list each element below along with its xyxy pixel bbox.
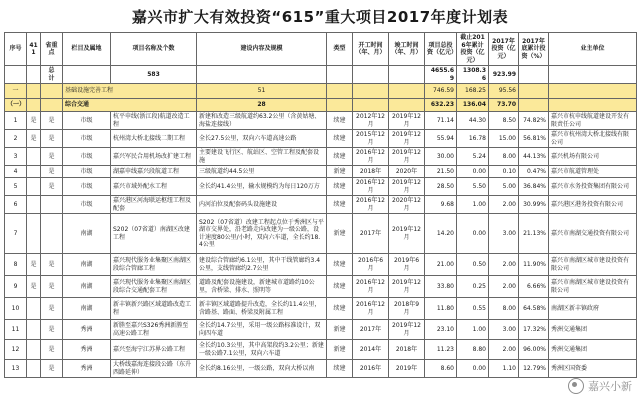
summary-blank-cell [197,66,327,84]
row-total-investment: 33.80 [425,276,457,298]
row-ratio: 64.58% [519,298,549,320]
row-plan-2017: 1.10 [489,360,519,378]
row-content: 全长27.5公里，双向六车道高速公路 [197,130,327,148]
row-owner: 秀洲区国资委 [549,360,637,378]
row-investment-2016: 5.24 [457,148,489,166]
row-start: 2016年12月 [353,298,389,320]
row-project-name: 嘉兴港区河海联运枢纽工程及配套 [111,196,197,214]
subcategory-blank-cell [327,99,353,112]
row-end: 2019年 [389,360,425,378]
subcategory-inv2016: 136.04 [457,99,489,112]
row-content: 内河泊位及配套码头设施建设 [197,196,327,214]
row-type: 续建 [327,360,353,378]
row-area: 秀洲 [63,320,111,340]
category-label: 基础设施完善工程 [63,84,197,99]
header-seq: 序号 [5,33,27,66]
row-area: 市级 [63,130,111,148]
row-content: 全长约10.3公里，其中高架段约3.2公里；新建一级公路7.1公里，双向六车道 [197,340,327,360]
header-end-time: 竣工时间（年、月） [389,33,425,66]
row-411: 是 [27,112,41,130]
row-seq: 12 [5,340,27,360]
subcategory-row-transport [5,99,637,112]
row-seq: 2 [5,130,27,148]
row-type: 续建 [327,298,353,320]
row-investment-2016: 0.00 [457,166,489,178]
row-project-name: S202（07省道）南湖区改建工程 [111,214,197,254]
row-start: 2017年 [353,320,389,340]
row-total-investment: 9.68 [425,196,457,214]
row-end: 2019年12月 [389,178,425,196]
row-investment-2016: 44.30 [457,112,489,130]
row-411 [27,340,41,360]
subcategory-blank-cell [41,99,63,112]
category-blank-cell [27,84,41,99]
row-provincial: 是 [41,360,63,378]
row-end: 2020年12月 [389,196,425,214]
row-end: 2019年12月 [389,320,425,340]
row-provincial [41,214,63,254]
row-ratio: 12.79% [519,360,549,378]
row-type: 新建 [327,214,353,254]
row-seq: 11 [5,320,27,340]
category-count: 51 [197,84,327,99]
row-start: 2015年12月 [353,130,389,148]
subcategory-label: 综合交通 [63,99,197,112]
row-content: 新建和改造三级航道约63.2公里（含黄姑塘、海盐连接线） [197,112,327,130]
table-row [5,340,637,360]
row-end: 2018年9月 [389,298,425,320]
category-plan2017: 95.56 [489,84,519,99]
row-total-investment: 30.00 [425,148,457,166]
table-row [5,112,637,130]
row-owner: 嘉兴机场有限公司 [549,148,637,166]
header-cumulative-ratio: 2017年底累计投资（%） [519,33,549,66]
summary-blank-cell [353,66,389,84]
table-row [5,166,637,178]
row-start: 2017年 [353,214,389,254]
summary-blank-cell [327,66,353,84]
row-owner: 嘉兴市杭申线航道建设开发有限责任公司 [549,112,637,130]
row-ratio: 11.90% [519,254,549,276]
row-investment-2016: 0.55 [457,298,489,320]
row-end: 2019年12月 [389,112,425,130]
row-total-investment: 71.14 [425,112,457,130]
subcategory-plan2017: 73.70 [489,99,519,112]
category-blank-cell [519,84,549,99]
row-owner: 嘉兴市南湖交通投资有限公司 [549,214,637,254]
row-provincial: 是 [41,178,63,196]
subcategory-count: 28 [197,99,327,112]
row-plan-2017: 5.00 [489,178,519,196]
row-seq: 1 [5,112,27,130]
row-area: 市级 [63,148,111,166]
row-end: 2019年12月 [389,214,425,254]
row-type: 续建 [327,148,353,166]
row-start: 2016年 [353,360,389,378]
summary-label: 总 计 [41,66,63,84]
row-ratio: 21.13% [519,214,549,254]
summary-blank-cell [549,66,637,84]
summary-total: 4655.69 [425,66,457,84]
subcategory-blank-cell [519,99,549,112]
row-ratio: 74.82% [519,112,549,130]
row-total-investment: 21.00 [425,254,457,276]
category-inv2016: 168.25 [457,84,489,99]
row-area: 秀洲 [63,360,111,378]
row-seq: 13 [5,360,27,378]
row-owner: 南湖区新丰镇政府 [549,298,637,320]
row-411 [27,360,41,378]
row-project-name: 嘉兴军民合用机场改扩建工程 [111,148,197,166]
subcategory-blank-cell [549,99,637,112]
row-seq: 6 [5,196,27,214]
row-start: 2016年12月 [353,276,389,298]
row-investment-2016: 16.78 [457,130,489,148]
row-plan-2017: 15.00 [489,130,519,148]
category-blank-cell [549,84,637,99]
row-plan-2017: 2.00 [489,254,519,276]
row-411 [27,320,41,340]
summary-blank-cell [27,66,41,84]
row-area: 市级 [63,166,111,178]
category-seq: 一 [5,84,27,99]
table-row [5,298,637,320]
category-blank-cell [41,84,63,99]
row-plan-2017: 0.10 [489,166,519,178]
row-total-investment: 23.10 [425,320,457,340]
row-plan-2017: 8.00 [489,298,519,320]
table-row [5,130,637,148]
row-project-name: 杭州湾大桥北接线二期工程 [111,130,197,148]
row-start: 2012年12月 [353,112,389,130]
row-ratio: 0.47% [519,166,549,178]
header-investment-2016: 截止2016年累计投资（亿元） [457,33,489,66]
row-area: 市级 [63,178,111,196]
row-ratio: 44.13% [519,148,549,166]
subcategory-blank-cell [389,99,425,112]
row-provincial: 是 [41,254,63,276]
category-blank-cell [327,84,353,99]
category-row-infrastructure [5,84,637,99]
row-end: 2019年12月 [389,148,425,166]
row-owner: 秀洲交通集团 [549,340,637,360]
row-investment-2016: 8.80 [457,340,489,360]
header-provincial: 省重点 [41,33,63,66]
row-seq: 9 [5,276,27,298]
row-project-name: 嘉兴现代服务业集聚区南湖区段综合管廊工程 [111,254,197,276]
row-plan-2017: 2.00 [489,196,519,214]
header-plan-2017: 2017年投资（亿元） [489,33,519,66]
row-area: 南湖 [63,276,111,298]
row-investment-2016: 5.50 [457,178,489,196]
row-provincial: 是 [41,130,63,148]
summary-blank-cell [389,66,425,84]
row-owner: 嘉兴港区港务投资有限公司 [549,196,637,214]
summary-blank-cell [63,66,111,84]
summary-seq [5,66,27,84]
row-411 [27,178,41,196]
row-plan-2017: 8.50 [489,112,519,130]
row-start: 2018年 [353,166,389,178]
row-area: 市级 [63,112,111,130]
row-end: 2019年12月 [389,130,425,148]
row-project-name: 湖嘉申线嘉兴段航道工程 [111,166,197,178]
row-type: 续建 [327,254,353,276]
row-ratio: 17.32% [519,320,549,340]
row-seq: 5 [5,178,27,196]
row-ratio: 30.99% [519,196,549,214]
subcategory-blank-cell [353,99,389,112]
row-plan-2017: 2.00 [489,276,519,298]
row-411 [27,166,41,178]
row-provincial: 是 [41,298,63,320]
row-investment-2016: 0.25 [457,276,489,298]
row-project-name: 嘉兴市域外配水工程 [111,178,197,196]
row-type: 续建 [327,178,353,196]
header-owner: 业主单位 [549,33,637,66]
table-row [5,254,637,276]
header-total-investment: 项目总投资（亿元） [425,33,457,66]
project-plan-table [4,32,637,378]
row-project-name: 嘉兴现代服务业集聚区南湖区段综合交通配套工程 [111,276,197,298]
row-area: 市级 [63,196,111,214]
wechat-icon [568,378,584,394]
row-owner: 嘉兴市杭州湾大桥北接线有限公司 [549,130,637,148]
subcategory-seq: （一） [5,99,27,112]
row-total-investment: 28.50 [425,178,457,196]
row-total-investment: 8.60 [425,360,457,378]
table-row [5,360,637,378]
table-row [5,214,637,254]
header-project-name: 项目名称及个数 [111,33,197,66]
row-end: 2018年 [389,340,425,360]
row-ratio: 96.00% [519,340,549,360]
category-blank-cell [353,84,389,99]
row-investment-2016: 0.00 [457,214,489,254]
row-start: 2016年12月 [353,196,389,214]
row-provincial: 是 [41,112,63,130]
row-end: 2019年6月 [389,254,425,276]
row-owner: 嘉兴市航道管理处 [549,166,637,178]
row-content: 全长约8.16公里，一级公路，双向大桥以南 [197,360,327,378]
row-411: 是 [27,254,41,276]
row-end: 2019年12月 [389,276,425,298]
row-project-name: 新丰镇新兴路区域道路改造工程 [111,298,197,320]
summary-inv2016: 1308.36 [457,66,489,84]
row-owner: 嘉兴市南湖区城市建设投资有限公司 [549,276,637,298]
row-provincial: 是 [41,148,63,166]
header-column-category: 栏目及属地 [63,33,111,66]
header-construction-content: 建设内容及规模 [197,33,327,66]
row-project-name: 杭平申线(浙江段)航道改造工程 [111,112,197,130]
row-investment-2016: 0.00 [457,360,489,378]
row-area: 南湖 [63,254,111,276]
row-owner: 嘉兴市水务投资集团有限公司 [549,178,637,196]
row-owner: 嘉兴市南湖区城市建设投资有限公司 [549,254,637,276]
subcategory-total: 632.23 [425,99,457,112]
row-plan-2017: 2.00 [489,340,519,360]
row-ratio: 6.66% [519,276,549,298]
row-total-investment: 55.94 [425,130,457,148]
row-411 [27,148,41,166]
row-end: 2020年 [389,166,425,178]
summary-count: 583 [111,66,197,84]
subcategory-blank-cell [27,99,41,112]
row-content: 全长约41.4公里，输水规模约为每日120万方 [197,178,327,196]
row-type: 新建 [327,166,353,178]
row-content: 建设综合管廊约6.1公里，其中干线管廊约3.4公里，支线管廊约2.7公里 [197,254,327,276]
row-start: 2016年6月 [353,254,389,276]
row-type: 新建 [327,320,353,340]
table-row [5,178,637,196]
row-seq: 10 [5,298,27,320]
header-type: 类型 [327,33,353,66]
row-provincial: 是 [41,340,63,360]
row-seq: 4 [5,166,27,178]
row-411 [27,214,41,254]
header-411: 411 [27,33,41,66]
row-start: 2014年 [353,340,389,360]
row-411: 是 [27,130,41,148]
summary-blank-cell [519,66,549,84]
row-type: 续建 [327,130,353,148]
row-seq: 7 [5,214,27,254]
row-plan-2017: 3.00 [489,214,519,254]
row-ratio: 36.84% [519,178,549,196]
row-plan-2017: 8.00 [489,148,519,166]
row-content: 三级航道约44.5公里 [197,166,327,178]
header-start-time: 开工时间（年、月） [353,33,389,66]
row-total-investment: 11.80 [425,298,457,320]
row-provincial: 是 [41,320,63,340]
row-type: 续建 [327,276,353,298]
row-area: 南湖 [63,214,111,254]
row-project-name: 新塍至嘉兴S326秀洲新塍至高速公路工程 [111,320,197,340]
row-411 [27,196,41,214]
table-row [5,320,637,340]
row-project-name: 嘉兴至海宁江苏界公路工程 [111,340,197,360]
row-content: 全长约14.7公里，采用一级公路标准设计，双向四车道 [197,320,327,340]
row-seq: 3 [5,148,27,166]
summary-total-row [5,66,637,84]
row-provincial: 是 [41,166,63,178]
header-row [5,33,637,66]
row-owner: 秀洲交通集团 [549,320,637,340]
row-type: 续建 [327,112,353,130]
table-row [5,148,637,166]
row-investment-2016: 1.00 [457,196,489,214]
row-ratio: 56.81% [519,130,549,148]
row-content: 道路及配套设施建设，新建城市道路约10公里，含桥梁、排水、照明等 [197,276,327,298]
row-investment-2016: 1.00 [457,320,489,340]
row-investment-2016: 0.50 [457,254,489,276]
row-plan-2017: 3.00 [489,320,519,340]
row-project-name: 大桥线嘉海连接段公路（东升西路延伸） [111,360,197,378]
row-type: 续建 [327,196,353,214]
row-start: 2016年12月 [353,148,389,166]
watermark [568,378,632,394]
row-provincial [41,196,63,214]
row-provincial: 是 [41,276,63,298]
table-row [5,196,637,214]
project-rows [5,112,637,378]
row-total-investment: 14.20 [425,214,457,254]
category-total: 746.59 [425,84,457,99]
row-total-investment: 11.23 [425,340,457,360]
category-blank-cell [389,84,425,99]
row-411: 是 [27,276,41,298]
row-total-investment: 21.50 [425,166,457,178]
row-start: 2016年12月 [353,178,389,196]
table-row [5,276,637,298]
row-seq: 8 [5,254,27,276]
row-content: 主要建设飞行区、航站区、空管工程及配套设施 [197,148,327,166]
page-title: 嘉兴市扩大有效投资“615”重大项目2017年度计划表 [131,8,509,26]
row-area: 秀洲 [63,340,111,360]
row-type: 新建 [327,340,353,360]
summary-plan2017: 923.99 [489,66,519,84]
row-content: S202（07省道）改建工程起点位于秀洲区与平湖市交界处，沿老路走向改建为一级公路，设计速度80公里/小时，双向六车道，全长约18.4公里 [197,214,327,254]
row-content: 新丰镇区域道路提升改造，全长约11.4公里，含路基、路面、桥梁及附属工程 [197,298,327,320]
watermark-text: 嘉兴小新 [588,380,632,393]
row-area: 南湖 [63,298,111,320]
row-411 [27,298,41,320]
